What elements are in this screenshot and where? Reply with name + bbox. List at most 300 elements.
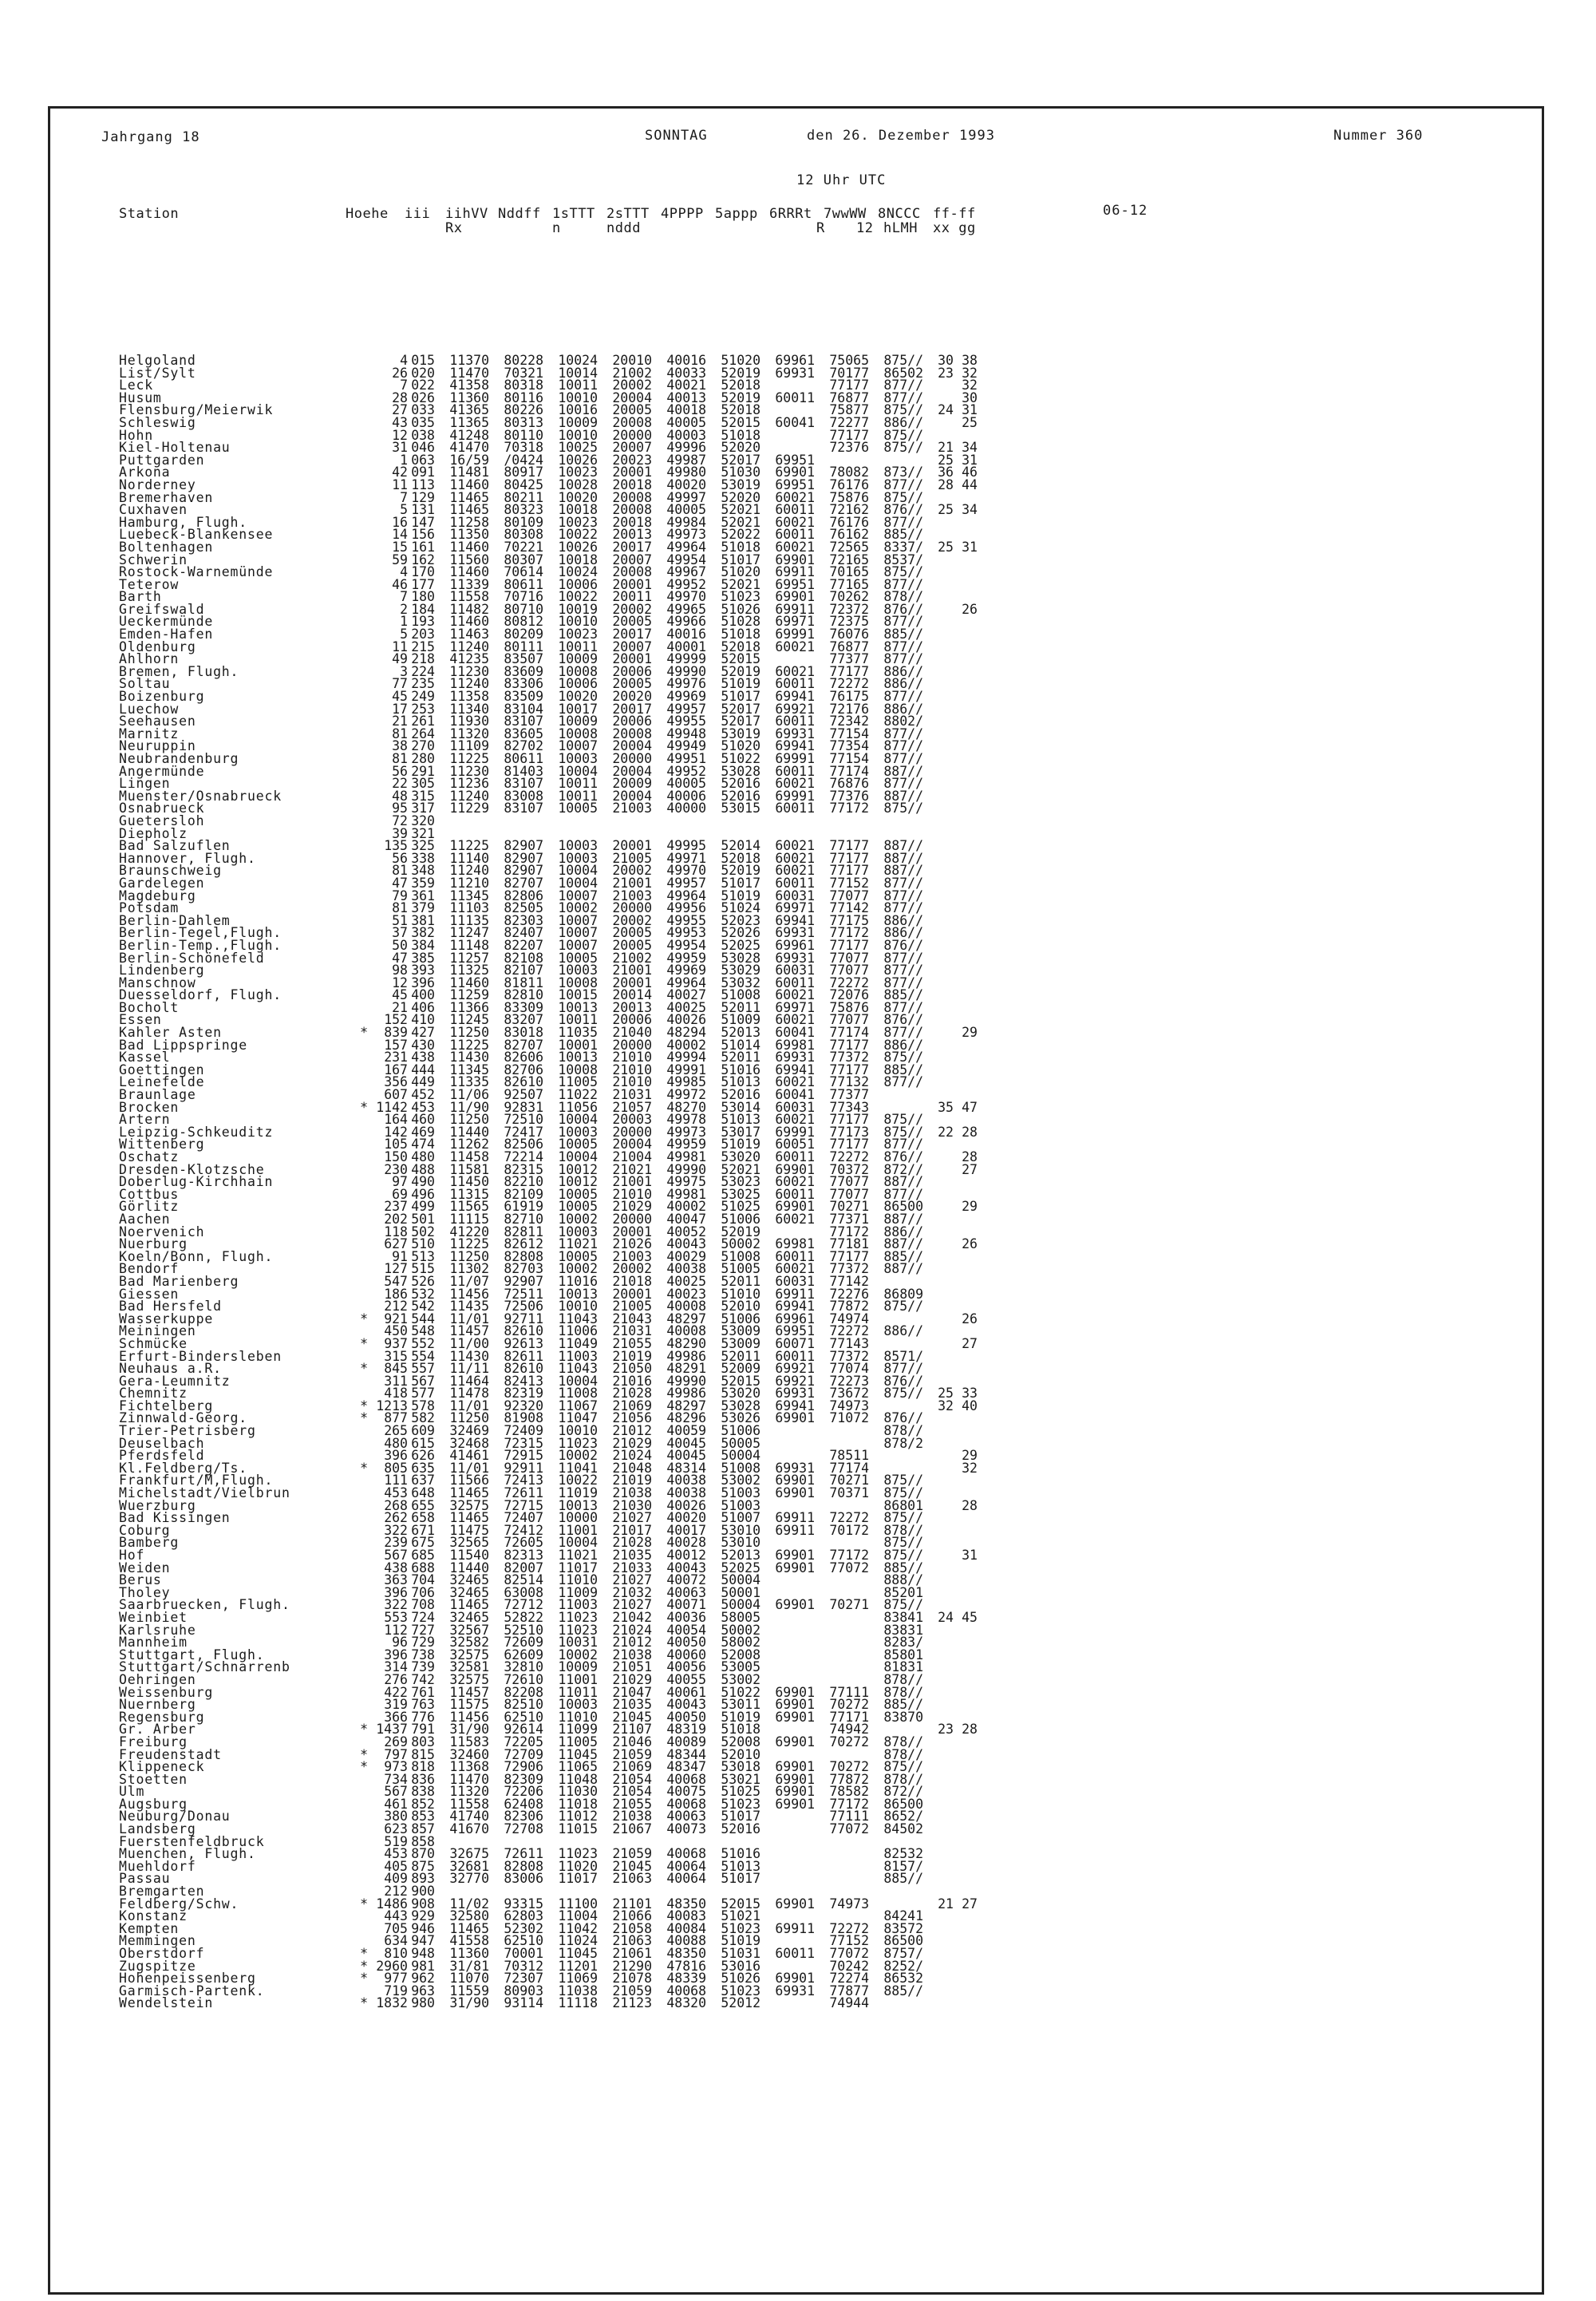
cell-appp: 51019 xyxy=(721,676,760,692)
cell-iii: 022 xyxy=(411,378,435,393)
station-name: Zugspitze xyxy=(119,1958,196,1974)
cell-appp: 52025 xyxy=(721,937,760,953)
cell-appp: 52015 xyxy=(721,651,760,667)
col-pppp: 4PPPP xyxy=(661,206,704,222)
cell-rrrt: 60021 xyxy=(775,514,815,530)
cell-sttt1: 10018 xyxy=(558,552,598,567)
cell-sttt1: 10005 xyxy=(558,1186,598,1202)
cell-rrrt: 69901 xyxy=(775,1597,815,1613)
station-name: Aachen xyxy=(119,1211,171,1227)
cell-ncc: 887// xyxy=(883,850,923,866)
cell-pppp: 48314 xyxy=(666,1460,706,1476)
cell-sttt1: 10008 xyxy=(558,975,598,990)
cell-hoehe: 21 xyxy=(392,714,408,729)
cell-iihvv: 41461 xyxy=(449,1448,489,1464)
cell-pppp: 49955 xyxy=(666,912,706,928)
cell-nddff: 92614 xyxy=(504,1722,543,1738)
cell-iii: 325 xyxy=(411,838,435,854)
cell-ncc: 875// xyxy=(883,564,923,580)
cell-hoehe: 453 xyxy=(384,1485,408,1501)
cell-iihvv: 11440 xyxy=(449,1560,489,1576)
cell-ncc: 887// xyxy=(883,1174,923,1190)
cell-iii: 853 xyxy=(411,1809,435,1825)
station-name: Cuxhaven xyxy=(119,502,188,518)
cell-ncc: 885// xyxy=(883,987,923,1003)
cell-iii: 215 xyxy=(411,639,435,654)
cell-iii: 542 xyxy=(411,1299,435,1315)
cell-sttt1: 11043 xyxy=(558,1311,598,1326)
cell-iihvv: 11463 xyxy=(449,627,489,642)
cell-hoehe: 634 xyxy=(384,1933,408,1949)
high-station-mark: * xyxy=(360,1099,368,1115)
station-name: Ahlhorn xyxy=(119,651,180,667)
cell-ncc: 872// xyxy=(883,1161,923,1177)
cell-sttt2: 21063 xyxy=(612,1871,652,1887)
cell-ncc: 886// xyxy=(883,1323,923,1339)
cell-sttt1: 10003 xyxy=(558,751,598,766)
cell-ncc: 877// xyxy=(883,738,923,754)
cell-nddff: 82315 xyxy=(504,1161,543,1177)
cell-nddff: 83306 xyxy=(504,676,543,692)
cell-sttt1: 10011 xyxy=(558,639,598,654)
cell-iihvv: 11558 xyxy=(449,1796,489,1812)
station-name: Bad Hersfeld xyxy=(119,1299,222,1315)
cell-sttt1: 10010 xyxy=(558,427,598,443)
cell-iii: 249 xyxy=(411,689,435,705)
cell-sttt1: 11030 xyxy=(558,1784,598,1800)
cell-appp: 52016 xyxy=(721,788,760,804)
cell-hoehe: 1486 xyxy=(376,1896,408,1912)
col-wwww: 7wwWW xyxy=(824,206,867,222)
cell-iii: 338 xyxy=(411,850,435,866)
col-iihvv: iihVV xyxy=(445,206,488,222)
cell-ncc: 886// xyxy=(883,414,923,430)
cell-nddff: 82710 xyxy=(504,1211,543,1227)
cell-hoehe: 46 xyxy=(392,576,408,592)
cell-iii: 727 xyxy=(411,1622,435,1638)
cell-rrrt: 69931 xyxy=(775,925,815,941)
cell-iii: 427 xyxy=(411,1025,435,1041)
cell-nddff: 80211 xyxy=(504,489,543,505)
cell-rrrt: 69921 xyxy=(775,701,815,717)
cell-iihvv: 16/59 xyxy=(449,452,489,468)
cell-iihvv: 11430 xyxy=(449,1050,489,1065)
cell-pppp: 40008 xyxy=(666,1299,706,1315)
cell-appp: 50001 xyxy=(721,1584,760,1600)
cell-pppp: 40025 xyxy=(666,1273,706,1289)
station-name: Mannheim xyxy=(119,1635,188,1651)
station-name: Lindenberg xyxy=(119,963,205,979)
table-row xyxy=(50,1848,1547,1860)
cell-iii: 893 xyxy=(411,1871,435,1887)
cell-hoehe: 98 xyxy=(392,963,408,979)
cell-sttt2: 20008 xyxy=(612,725,652,741)
cell-rrrt: 60021 xyxy=(775,539,815,555)
cell-appp: 51016 xyxy=(721,1062,760,1077)
cell-iii: 724 xyxy=(411,1609,435,1625)
station-name: Essen xyxy=(119,1012,162,1028)
cell-appp: 53002 xyxy=(721,1671,760,1687)
cell-ff-max: 25 xyxy=(938,502,954,518)
cell-nddff: 83107 xyxy=(504,801,543,816)
station-table xyxy=(50,354,1547,2010)
cell-sttt2: 21035 xyxy=(612,1548,652,1563)
cell-hoehe: 28 xyxy=(392,389,408,405)
cell-wwww: 77371 xyxy=(829,1211,869,1227)
station-name: Fichtelberg xyxy=(119,1398,214,1413)
cell-iii: 410 xyxy=(411,1012,435,1028)
cell-wwww: 77072 xyxy=(829,1946,869,1961)
cell-rrrt: 69901 xyxy=(775,1784,815,1800)
cell-hoehe: 4 xyxy=(400,564,408,580)
cell-ncc: 875// xyxy=(883,353,923,368)
cell-rrrt: 60011 xyxy=(775,676,815,692)
cell-ncc: 83841 xyxy=(883,1609,923,1625)
cell-iii: 900 xyxy=(411,1884,435,1900)
cell-ncc: 84502 xyxy=(883,1821,923,1837)
cell-appp: 52008 xyxy=(721,1647,760,1662)
cell-ncc: 8252/ xyxy=(883,1958,923,1974)
cell-hoehe: 937 xyxy=(384,1335,408,1351)
cell-hoehe: 1 xyxy=(400,614,408,630)
cell-iihvv: 11/06 xyxy=(449,1087,489,1103)
cell-sttt2: 21046 xyxy=(612,1734,652,1749)
station-name: Ulm xyxy=(119,1784,145,1800)
cell-nddff: 72610 xyxy=(504,1671,543,1687)
cell-pppp: 40008 xyxy=(666,1323,706,1339)
cell-rrrt: 69931 xyxy=(775,1386,815,1402)
cell-iii: 838 xyxy=(411,1784,435,1800)
cell-pppp: 49981 xyxy=(666,1149,706,1164)
cell-sttt2: 20009 xyxy=(612,776,652,792)
cell-hoehe: 7 xyxy=(400,489,408,505)
cell-pppp: 40084 xyxy=(666,1920,706,1936)
cell-sttt2: 21050 xyxy=(612,1361,652,1377)
cell-wwww: 70371 xyxy=(829,1485,869,1501)
cell-iihvv: 41235 xyxy=(449,651,489,667)
cell-nddff: 72511 xyxy=(504,1286,543,1302)
cell-iii: 359 xyxy=(411,875,435,891)
cell-iihvv: 11360 xyxy=(449,1946,489,1961)
cell-iii: 557 xyxy=(411,1361,435,1377)
cell-rrrt: 69901 xyxy=(775,1161,815,1177)
cell-sttt2: 20006 xyxy=(612,714,652,729)
cell-iihvv: 31/81 xyxy=(449,1958,489,1974)
cell-pppp: 40064 xyxy=(666,1858,706,1874)
cell-rrrt: 69971 xyxy=(775,614,815,630)
cell-iii: 706 xyxy=(411,1584,435,1600)
cell-sttt2: 21054 xyxy=(612,1771,652,1787)
cell-sttt1: 10007 xyxy=(558,937,598,953)
cell-iii: 038 xyxy=(411,427,435,443)
cell-sttt1: 10022 xyxy=(558,589,598,605)
cell-nddff: 80308 xyxy=(504,527,543,543)
station-name: Klippeneck xyxy=(119,1759,205,1775)
cell-appp: 52013 xyxy=(721,1548,760,1563)
cell-iihvv: 11250 xyxy=(449,1410,489,1426)
cell-nddff: 72708 xyxy=(504,1821,543,1837)
cell-appp: 53002 xyxy=(721,1473,760,1489)
cell-appp: 51019 xyxy=(721,888,760,903)
cell-hoehe: 719 xyxy=(384,1983,408,1999)
cell-pppp: 48344 xyxy=(666,1746,706,1762)
cell-iii: 180 xyxy=(411,589,435,605)
cell-wwww: 77142 xyxy=(829,900,869,916)
cell-pppp: 49990 xyxy=(666,663,706,679)
cell-iii: 761 xyxy=(411,1684,435,1700)
date-label: den 26. Dezember 1993 xyxy=(807,128,995,144)
cell-sttt1: 11009 xyxy=(558,1584,598,1600)
col-wwww-sub: 12 xyxy=(856,220,874,236)
cell-iihvv: 11/01 xyxy=(449,1398,489,1413)
cell-sttt1: 11038 xyxy=(558,1983,598,1999)
cell-ncc: 876// xyxy=(883,937,923,953)
cell-nddff: 82907 xyxy=(504,850,543,866)
cell-wwww: 77074 xyxy=(829,1361,869,1377)
cell-iii: 305 xyxy=(411,776,435,792)
station-name: Gardelegen xyxy=(119,875,205,891)
table-row xyxy=(50,1947,1547,1960)
cell-pppp: 49954 xyxy=(666,552,706,567)
cell-ncc: 878// xyxy=(883,1671,923,1687)
cell-iihvv: 32465 xyxy=(449,1572,489,1588)
station-name: Dresden-Klotzsche xyxy=(119,1161,265,1177)
cell-appp: 51023 xyxy=(721,1983,760,1999)
cell-sttt2: 20000 xyxy=(612,1211,652,1227)
cell-iii: 033 xyxy=(411,402,435,418)
cell-wwww: 77174 xyxy=(829,1025,869,1041)
cell-iii: 480 xyxy=(411,1149,435,1164)
cell-ncc: 875// xyxy=(883,801,923,816)
cell-sttt2: 21056 xyxy=(612,1410,652,1426)
cell-wwww: 77174 xyxy=(829,1460,869,1476)
cell-pppp: 49991 xyxy=(666,1062,706,1077)
cell-sttt1: 11043 xyxy=(558,1361,598,1377)
cell-sttt1: 10006 xyxy=(558,576,598,592)
cell-pppp: 49959 xyxy=(666,950,706,966)
cell-ff-max: 23 xyxy=(938,365,954,381)
cell-hoehe: 47 xyxy=(392,875,408,891)
station-name: Neuburg/Donau xyxy=(119,1809,231,1825)
cell-rrrt: 60051 xyxy=(775,1137,815,1152)
cell-nddff: 82303 xyxy=(504,912,543,928)
cell-ncc: 877// xyxy=(883,651,923,667)
cell-hoehe: 96 xyxy=(392,1635,408,1651)
cell-ff-max: 25 xyxy=(938,452,954,468)
cell-iihvv: 11435 xyxy=(449,1299,489,1315)
cell-sttt2: 20001 xyxy=(612,838,652,854)
cell-appp: 52018 xyxy=(721,378,760,393)
cell-rrrt: 60021 xyxy=(775,838,815,854)
cell-sttt2: 20017 xyxy=(612,627,652,642)
cell-nddff: 72906 xyxy=(504,1759,543,1775)
cell-pppp: 49948 xyxy=(666,725,706,741)
cell-ncc: 872// xyxy=(883,1784,923,1800)
cell-hoehe: 38 xyxy=(392,738,408,754)
cell-appp: 52021 xyxy=(721,576,760,592)
cell-wwww: 72272 xyxy=(829,975,869,990)
cell-appp: 51005 xyxy=(721,1261,760,1277)
cell-hoehe: 105 xyxy=(384,1137,408,1152)
cell-hoehe: 553 xyxy=(384,1609,408,1625)
cell-sttt2: 21018 xyxy=(612,1273,652,1289)
cell-sttt1: 10005 xyxy=(558,801,598,816)
cell-sttt1: 11099 xyxy=(558,1722,598,1738)
cell-rrrt: 60011 xyxy=(775,714,815,729)
cell-sttt2: 20001 xyxy=(612,1224,652,1239)
cell-wwww: 76176 xyxy=(829,514,869,530)
cell-nddff: 62609 xyxy=(504,1647,543,1662)
cell-sttt1: 10013 xyxy=(558,999,598,1015)
cell-pppp: 40088 xyxy=(666,1933,706,1949)
cell-nddff: 82210 xyxy=(504,1174,543,1190)
cell-iihvv: 11/07 xyxy=(449,1273,489,1289)
station-name: Muenster/Osnabrueck xyxy=(119,788,282,804)
cell-rrrt: 69911 xyxy=(775,601,815,617)
cell-iii: 193 xyxy=(411,614,435,630)
cell-iihvv: 32681 xyxy=(449,1858,489,1874)
cell-sttt2: 21019 xyxy=(612,1348,652,1364)
cell-nddff: 70614 xyxy=(504,564,543,580)
station-name: Marnitz xyxy=(119,725,180,741)
cell-iii: 929 xyxy=(411,1908,435,1924)
cell-wwww: 77181 xyxy=(829,1236,869,1252)
cell-nddff: 93114 xyxy=(504,1995,543,2011)
cell-hoehe: 56 xyxy=(392,850,408,866)
cell-wwww: 72272 xyxy=(829,1149,869,1164)
cell-iihvv: 11478 xyxy=(449,1386,489,1402)
station-name: Bocholt xyxy=(119,999,180,1015)
high-station-mark: * xyxy=(360,1946,368,1961)
cell-pppp: 49959 xyxy=(666,1137,706,1152)
cell-ncc: 887// xyxy=(883,863,923,879)
cell-nddff: 72409 xyxy=(504,1423,543,1439)
cell-iii: 348 xyxy=(411,863,435,879)
cell-iii: 615 xyxy=(411,1435,435,1451)
cell-hoehe: 2960 xyxy=(376,1958,408,1974)
cell-rrrt: 60011 xyxy=(775,1946,815,1961)
cell-ncc: 877// xyxy=(883,378,923,393)
cell-hoehe: 567 xyxy=(384,1548,408,1563)
cell-ff-gust: 29 xyxy=(962,1025,978,1041)
station-name: Trier-Petrisberg xyxy=(119,1423,256,1439)
cell-sttt1: 10026 xyxy=(558,539,598,555)
cell-ff-max: 28 xyxy=(938,476,954,492)
cell-pppp: 49967 xyxy=(666,564,706,580)
cell-rrrt: 60011 xyxy=(775,875,815,891)
cell-wwww: 77154 xyxy=(829,725,869,741)
cell-pppp: 40016 xyxy=(666,627,706,642)
cell-hoehe: 356 xyxy=(384,1074,408,1090)
cell-hoehe: 47 xyxy=(392,950,408,966)
cell-sttt2: 20013 xyxy=(612,999,652,1015)
cell-wwww: 70372 xyxy=(829,1161,869,1177)
cell-iihvv: 11/90 xyxy=(449,1099,489,1115)
cell-nddff: 80110 xyxy=(504,427,543,443)
cell-ncc: 81831 xyxy=(883,1659,923,1675)
cell-ncc: 86502 xyxy=(883,365,923,381)
cell-ncc: 876// xyxy=(883,1012,923,1028)
cell-appp: 53005 xyxy=(721,1659,760,1675)
cell-rrrt: 69931 xyxy=(775,725,815,741)
col-iii: iii xyxy=(405,206,431,222)
cell-iihvv: 11460 xyxy=(449,476,489,492)
cell-hoehe: 1 xyxy=(400,452,408,468)
high-station-mark: * xyxy=(360,1958,368,1974)
cell-hoehe: 262 xyxy=(384,1510,408,1526)
cell-wwww: 76176 xyxy=(829,476,869,492)
cell-iihvv: 11320 xyxy=(449,1784,489,1800)
cell-nddff: 83107 xyxy=(504,714,543,729)
cell-rrrt: 69911 xyxy=(775,1510,815,1526)
cell-iii: 552 xyxy=(411,1335,435,1351)
cell-iihvv: 11257 xyxy=(449,950,489,966)
cell-wwww: 72375 xyxy=(829,614,869,630)
cell-appp: 52016 xyxy=(721,1821,760,1837)
cell-sttt1: 10010 xyxy=(558,389,598,405)
cell-appp: 53017 xyxy=(721,1124,760,1140)
cell-sttt2: 20000 xyxy=(612,1037,652,1053)
table-row xyxy=(50,1524,1547,1537)
cell-appp: 51022 xyxy=(721,1684,760,1700)
cell-sttt2: 21059 xyxy=(612,1746,652,1762)
cell-iihvv: 11210 xyxy=(449,875,489,891)
cell-wwww: 77171 xyxy=(829,1709,869,1725)
cell-iii: 026 xyxy=(411,389,435,405)
cell-sttt2: 21059 xyxy=(612,1846,652,1862)
cell-ncc: 886// xyxy=(883,663,923,679)
cell-appp: 52016 xyxy=(721,776,760,792)
cell-iii: 162 xyxy=(411,552,435,567)
cell-iihvv: 11470 xyxy=(449,365,489,381)
high-station-mark: * xyxy=(360,1410,368,1426)
cell-appp: 53029 xyxy=(721,963,760,979)
cell-hoehe: 97 xyxy=(392,1174,408,1190)
cell-pppp: 49996 xyxy=(666,440,706,456)
cell-pppp: 49976 xyxy=(666,676,706,692)
cell-wwww: 70242 xyxy=(829,1958,869,1974)
page-frame xyxy=(48,106,1544,2295)
cell-ff-gust: 31 xyxy=(962,539,978,555)
cell-hoehe: 567 xyxy=(384,1784,408,1800)
cell-wwww: 75065 xyxy=(829,353,869,368)
cell-rrrt: 69991 xyxy=(775,751,815,766)
cell-rrrt: 69901 xyxy=(775,552,815,567)
cell-iii: 815 xyxy=(411,1746,435,1762)
cell-pppp: 40001 xyxy=(666,639,706,654)
cell-iihvv: 32581 xyxy=(449,1659,489,1675)
cell-wwww: 77172 xyxy=(829,1796,869,1812)
cell-hoehe: 17 xyxy=(392,701,408,717)
cell-iihvv: 11345 xyxy=(449,888,489,903)
cell-ncc: 878// xyxy=(883,1746,923,1762)
cell-rrrt: 60021 xyxy=(775,663,815,679)
cell-pppp: 40013 xyxy=(666,389,706,405)
cell-appp: 51017 xyxy=(721,1871,760,1887)
cell-rrrt: 60011 xyxy=(775,389,815,405)
cell-rrrt: 69931 xyxy=(775,1460,815,1476)
cell-iihvv: 41248 xyxy=(449,427,489,443)
cell-ncc: 875// xyxy=(883,427,923,443)
cell-appp: 51010 xyxy=(721,1286,760,1302)
cell-iihvv: 11465 xyxy=(449,1510,489,1526)
cell-pppp: 49986 xyxy=(666,1386,706,1402)
cell-iihvv: 11/02 xyxy=(449,1896,489,1912)
station-name: Husum xyxy=(119,389,162,405)
cell-nddff: 80903 xyxy=(504,1983,543,1999)
cell-hoehe: 977 xyxy=(384,1971,408,1987)
cell-appp: 50002 xyxy=(721,1622,760,1638)
